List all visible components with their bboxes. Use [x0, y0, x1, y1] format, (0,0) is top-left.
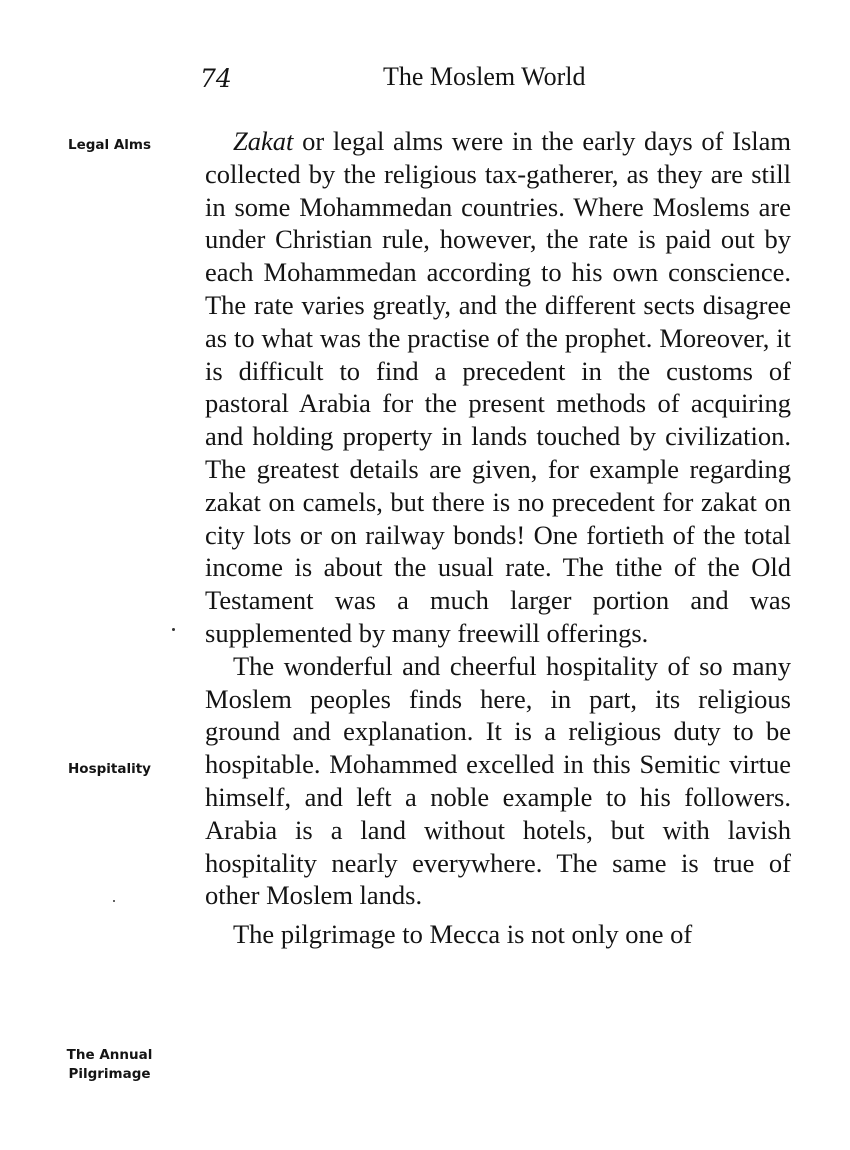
- margin-note-hospitality: Hospitality: [68, 761, 151, 777]
- margin-note-legal-alms: Legal Alms: [67, 137, 152, 153]
- body-text: [205, 125, 791, 951]
- paragraph-legal-alms-text: or legal alms were in the early days of Islam collected by the religious tax-gatherer, as they are still in some Mohammedan countries. Where Moslems are under Christian rule, however, the rate is paid out by each Mohammedan according to his own conscience. The rate varies greatly, and the different sects disagree as to what was the practise of the prophet. Moreover, it is difficult to find a precedent in the customs of pastoral Arabia for the present methods of acquiring and holding property in lands touched by civilization. The greatest details are given, for example regarding zakat on camels, but there is no precedent for zakat on city lots or on railway bonds! One fortieth of the total income is about the usual rate. The tithe of the Old Testament was a much larger portion and was supplemented by many freewill offerings.: [205, 126, 791, 648]
- scan-speck: [113, 900, 115, 902]
- paragraph-hospitality: The wonderful and cheerful hospitality of so many Moslem peoples finds here, in part, its religious ground and explanation. It is a religious duty to be hospitable. Mohammed excelled in this Semitic virtue himself, and left a noble example to his followers. Arabia is a land without hotels, but with lavish hospitality nearly everywhere. The same is true of other Moslem lands.: [205, 650, 791, 911]
- paragraph-legal-alms: [205, 125, 791, 650]
- paragraph-pilgrimage: The pilgrimage to Mecca is not only one of: [233, 919, 693, 950]
- scan-speck: [172, 628, 175, 631]
- lead-word-zakat: Zakat: [233, 126, 294, 156]
- margin-note-annual-pilgrimage: The Annual Pilgrimage: [66, 1047, 153, 1082]
- running-title: The Moslem World: [383, 62, 586, 91]
- page-number: 74: [200, 64, 232, 93]
